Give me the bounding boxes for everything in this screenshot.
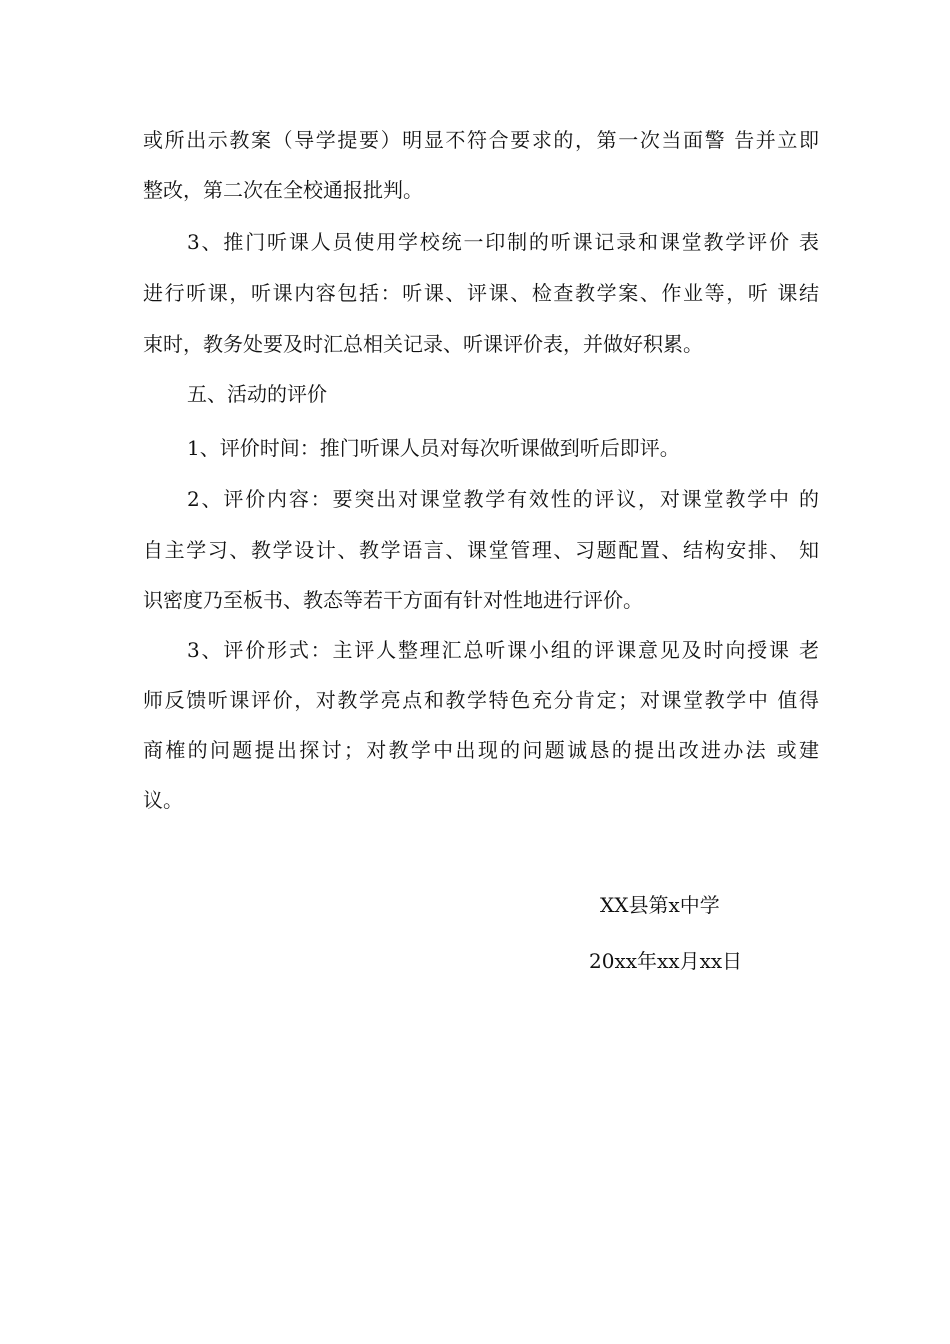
- paragraph-line-4: 进行听课，听课内容包括：听课、评课、检查教学案、作业等，听 课结: [143, 281, 819, 305]
- paragraph-line-10: 识密度乃至板书、教态等若干方面有针对性地进行评价。: [143, 588, 643, 612]
- paragraph-line-11: 3、评价形式：主评人整理汇总听课小组的评课意见及时向授课 老: [187, 638, 819, 662]
- section-heading: 五、活动的评价: [187, 382, 327, 406]
- paragraph-line-12: 师反馈听课评价，对教学亮点和教学特色充分肯定；对课堂教学中 值得: [143, 688, 819, 712]
- paragraph-line-13: 商榷的问题提出探讨；对教学中出现的问题诚恳的提出改进办法 或建: [143, 738, 819, 762]
- signature-date: 20xx年xx月xx日: [589, 949, 743, 973]
- paragraph-line-9: 自主学习、教学设计、教学语言、课堂管理、习题配置、结构安排、 知: [143, 538, 819, 562]
- paragraph-line-2: 整改，第二次在全校通报批判。: [143, 178, 423, 202]
- paragraph-line-14: 议。: [143, 788, 183, 812]
- paragraph-line-7: 1、评价时间：推门听课人员对每次听课做到听后即评。: [187, 436, 680, 460]
- paragraph-line-5: 束时，教务处要及时汇总相关记录、听课评价表，并做好积累。: [143, 332, 703, 356]
- signature-school: XX县第x中学: [600, 893, 720, 917]
- paragraph-line-3: 3、推门听课人员使用学校统一印制的听课记录和课堂教学评价 表: [187, 230, 819, 254]
- paragraph-line-1: 或所出示教案（导学提要）明显不符合要求的，第一次当面警 告并立即: [143, 128, 819, 152]
- paragraph-line-8: 2、评价内容：要突出对课堂教学有效性的评议，对课堂教学中 的: [187, 487, 819, 511]
